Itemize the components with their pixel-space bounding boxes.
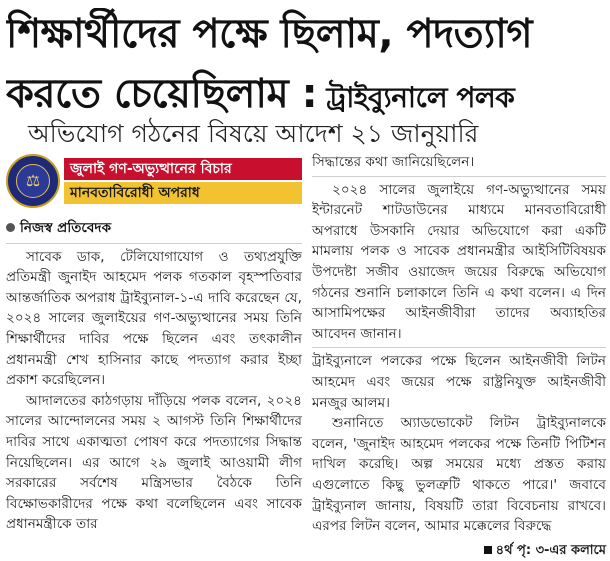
headline-line-1: শিক্ষার্থীদের পক্ষে ছিলাম, পদত্যাগ [6, 11, 533, 57]
banner-subtitle: মানবতাবিরোধী অপরাধ [64, 182, 302, 204]
divider [312, 176, 606, 177]
subheadline: অভিযোগ গঠনের বিষয়ে আদেশ ২১ জানুয়ারি [28, 119, 479, 148]
article-paragraph: আদালতের কাঠগড়ায় দাঁড়িয়ে পলক বলেন, ২০২৪ সালের আন্দোলনের সময় ২ আগস্ট তিনি শিক্ষার্থীদের দাবির সাথে একাত্মতা পোষণ করে পদত্যাগের সিদ্ধান্ত নিয়েছিলেন। এর আগে ২৯ জুলাই আওয়ামী লীগ সরকারের সর্বশেষ মন্ত্রিসভার বৈঠকে তিনি বিক্ষোভকারীদের পক্ষে কথা বলেছিলেন এবং সাবেক প্রধানমন্ত্রীকে তার [6, 392, 302, 533]
article-paragraph: শুনানিতে অ্যাডভোকেট লিটন ট্রাইব্যুনালকে বলেন, 'জুনাইদ আহমেদ পলকের পক্ষে তিনটি পিটিশন দাখিল করেছি। অল্প সময়ের মধ্যে প্রস্তত করায় এগুলোতে কিছু ভুলত্রুটি থাকতে পারে।' জবাবে ট্রাইব্যুনাল জানায়, বিষয়টি তারা বিবেচনায় রাখবে। এরপর লিটন বলেন, আমার মক্কেলের বিরুদ্ধে [312, 415, 606, 535]
divider [6, 243, 302, 244]
headline-line-2 [6, 68, 610, 124]
headline-line-2-tail: ট্রাইব্যুনালে পলক [317, 81, 515, 114]
category-banner [6, 154, 302, 208]
divider [312, 347, 606, 348]
article-column-right [312, 152, 606, 561]
tribunal-logo [6, 154, 60, 208]
article-paragraph: সিদ্ধান্তের কথা জানিয়েছিলেন। [312, 154, 475, 170]
headline-line-2-main: করতে চেয়েছিলাম : [6, 71, 318, 117]
article-paragraph: ২০২৪ সালের জুলাইয়ে গণ-অভ্যুত্থানের সময় ইন্টারনেট শাটডাউনের মাধ্যমে মানবতাবিরোধী অপরাধে উসকানি দেয়ার অভিযোগে করা একটি মামলায় পলক ও সাবেক প্রধানমন্ত্রীর আইসিটিবিষয়ক উপদেষ্টা সজীব ওয়াজেদ জয়ের বিরুদ্ধে অভিযোগ গঠনের শুনানি চলাকালে তিনি এ কথা বলেন। এ দিন আসামিপক্ষের আইনজীবীরা তাদের অব্যাহতির আবেদন জানান। [312, 181, 606, 342]
article-paragraph: ট্রাইব্যুনালে পলকের পক্ষে ছিলেন আইনজীবী লিটন আহমেদ এবং জয়ের পক্ষে রাষ্ট্রনিযুক্ত আইনজীবী মনজুর আলম। [312, 353, 606, 411]
byline-text: নিজস্ব প্রতিবেদক [20, 220, 112, 236]
scales-of-justice-icon: ⚖ [16, 164, 50, 198]
square-bullet-icon [484, 546, 492, 554]
continued-text: ৪র্থ পৃ: ৩-এর কলামে [495, 542, 606, 558]
article-paragraph: সাবেক ডাক, টেলিযোগাযোগ ও তথ্যপ্রযুক্তি প্রতিমন্ত্রী জুনাইদ আহমেদ পলক গতকাল বৃহস্পতিবার আন্তর্জাতিক অপরাধ ট্রাইব্যুনাল-১-এ দাবি করেছেন যে, ২০২৪ সালের জুলাইয়ের গণ-অভ্যুত্থানের সময় তিনি শিক্ষার্থীদের দাবির পক্ষে ছিলেন এবং তৎকালীন প্রধানমন্ত্রী শেখ হাসিনার কাছে পদত্যাগ করার ইচ্ছা প্রকাশ করেছিলেন। [6, 248, 302, 389]
byline [6, 218, 302, 239]
continued-on-page [312, 541, 606, 561]
banner-title: জুলাই গণ-অভ্যুত্থানের বিচার [64, 158, 302, 180]
article-column-left [6, 152, 302, 535]
bullet-icon [6, 223, 15, 232]
